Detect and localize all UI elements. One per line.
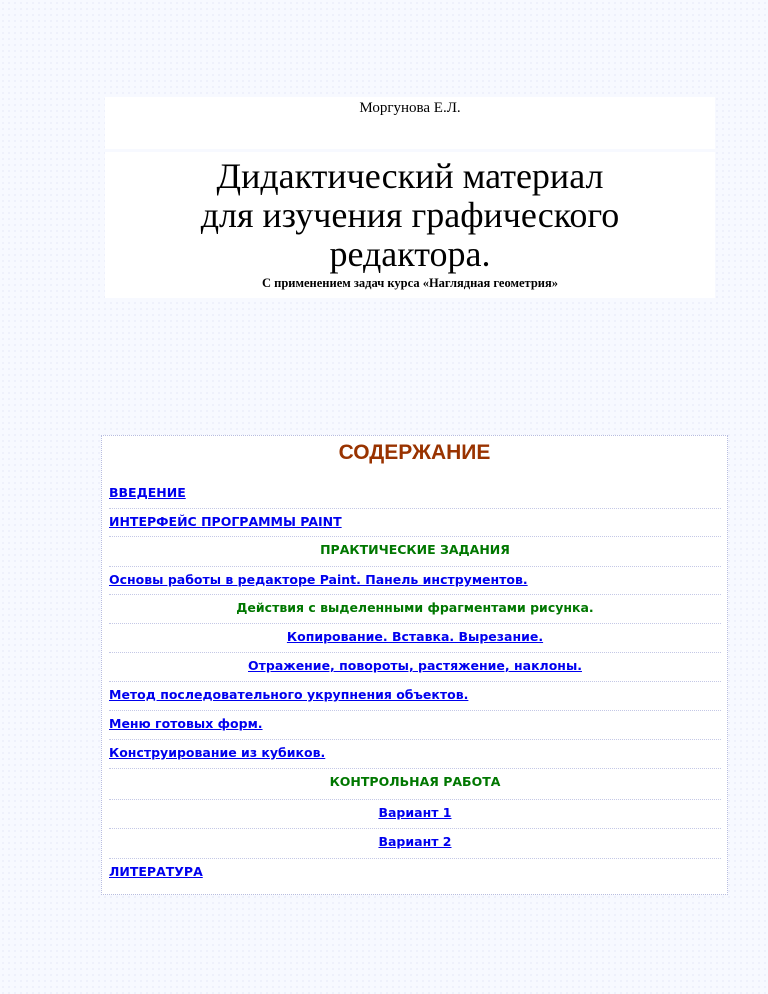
- toc-section-test: КОНТРОЛЬНАЯ РАБОТА: [329, 774, 501, 789]
- title-line-2: для изучения графического: [200, 195, 620, 235]
- toc-row: [109, 480, 721, 506]
- toc-heading: СОДЕРЖАНИЕ: [338, 441, 491, 464]
- document-title: [105, 157, 715, 274]
- toc-row: [109, 828, 721, 855]
- toc-row: [109, 566, 721, 593]
- title-line-1: Дидактический материал: [216, 156, 604, 196]
- toc-link-cube-construction[interactable]: Конструирование из кубиков.: [109, 745, 326, 760]
- toc-row: [109, 710, 721, 737]
- author-name: Моргунова Е.Л.: [359, 100, 461, 116]
- author-box: [105, 97, 715, 149]
- toc-row: [109, 768, 721, 795]
- toc-row: [109, 739, 721, 766]
- toc-link-variant-1[interactable]: Вариант 1: [378, 805, 452, 820]
- toc-row: [109, 799, 721, 826]
- toc-section-practical-tasks: ПРАКТИЧЕСКИЕ ЗАДАНИЯ: [320, 542, 510, 557]
- toc-link-copy-paste-cut[interactable]: Копирование. Вставка. Вырезание.: [286, 629, 544, 644]
- document-subtitle: С применением задач курса «Наглядная геометрия»: [261, 276, 559, 290]
- toc-link-enlargement-method[interactable]: Метод последовательного укрупнения объектов.: [109, 687, 469, 702]
- toc-row: [109, 594, 721, 621]
- title-line-3: редактора.: [329, 234, 491, 274]
- toc-row: [109, 623, 721, 650]
- toc-link-reflection-rotation[interactable]: Отражение, повороты, растяжение, наклоны.: [248, 658, 582, 673]
- toc-link-ready-shapes-menu[interactable]: Меню готовых форм.: [109, 716, 263, 731]
- toc-row: [109, 536, 721, 563]
- toc-row: [109, 681, 721, 708]
- toc-row: [109, 858, 721, 885]
- toc-link-literature[interactable]: ЛИТЕРАТУРА: [109, 864, 203, 879]
- toc-row: [109, 652, 721, 679]
- toc-link-variant-2[interactable]: Вариант 2: [378, 834, 452, 849]
- toc-row: [109, 508, 721, 535]
- table-of-contents: [101, 435, 728, 895]
- toc-section-selection-actions: Действия с выделенными фрагментами рисунка.: [236, 600, 594, 615]
- toc-link-paint-interface[interactable]: ИНТЕРФЕЙС ПРОГРАММЫ PAINT: [109, 514, 342, 529]
- toc-link-introduction[interactable]: ВВЕДЕНИЕ: [109, 485, 186, 500]
- toc-link-paint-basics[interactable]: Основы работы в редакторе Paint. Панель инструментов.: [109, 572, 528, 587]
- title-box: [105, 152, 715, 298]
